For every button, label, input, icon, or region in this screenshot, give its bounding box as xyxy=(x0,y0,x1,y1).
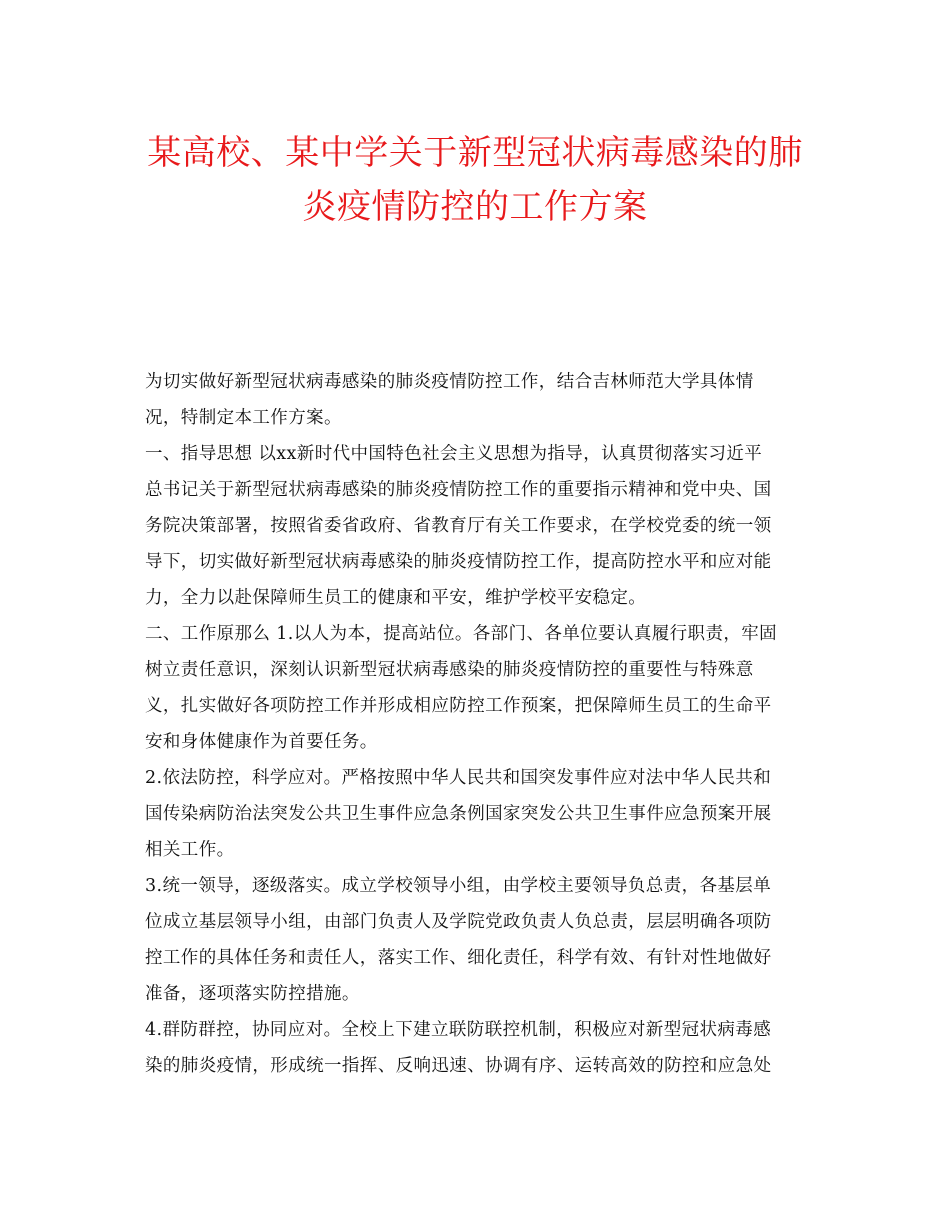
title-line-1: 某高校、某中学关于新型冠状病毒感染的肺 xyxy=(147,133,803,173)
body-line: 4.群防群控，协同应对。全校上下建立联防联控机制，积极应对新型冠状病毒感 xyxy=(145,1020,772,1040)
body-line: 染的肺炎疫情，形成统一指挥、反响迅速、协调有序、运转高效的防控和应急处 xyxy=(145,1056,772,1076)
body-line: 2.依法防控，科学应对。严格按照中华人民共和国突发事件应对法中华人民共和 xyxy=(145,768,772,788)
body-line: 树立责任意识，深刻认识新型冠状病毒感染的肺炎疫情防控的重要性与特殊意 xyxy=(145,660,754,680)
body-line: 控工作的具体任务和责任人，落实工作、细化责任，科学有效、有针对性地做好 xyxy=(145,948,772,968)
body-line: 况，特制定本工作方案。 xyxy=(145,408,342,428)
body-line: 二、工作原那么 1.以人为本，提高站位。各部门、各单位要认真履行职责，牢固 xyxy=(145,624,778,644)
body-line: 位成立基层领导小组，由部门负责人及学院党政负责人负总责，层层明确各项防 xyxy=(145,912,772,932)
body-line: 准备，逐项落实防控措施。 xyxy=(145,984,360,1004)
body-line: 国传染病防治法突发公共卫生事件应急条例国家突发公共卫生事件应急预案开展 xyxy=(145,804,772,824)
body-line: 为切实做好新型冠状病毒感染的肺炎疫情防控工作，结合吉林师范大学具体情 xyxy=(145,372,754,392)
document-title xyxy=(120,126,830,234)
body-line: 一、指导思想 以xx新时代中国特色社会主义思想为指导，认真贯彻落实习近平 xyxy=(145,444,763,464)
body-line: 导下，切实做好新型冠状病毒感染的肺炎疫情防控工作，提高防控水平和应对能 xyxy=(145,552,772,572)
body-line: 总书记关于新型冠状病毒感染的肺炎疫情防控工作的重要指示精神和党中央、国 xyxy=(145,480,772,500)
title-line-2: 炎疫情防控的工作方案 xyxy=(302,187,648,227)
body-line: 务院决策部署，按照省委省政府、省教育厅有关工作要求，在学校党委的统一领 xyxy=(145,516,772,536)
body-line: 安和身体健康作为首要任务。 xyxy=(145,732,378,752)
body-line: 力，全力以赴保障师生员工的健康和平安，维护学校平安稳定。 xyxy=(145,588,647,608)
body-line: 相关工作。 xyxy=(145,840,235,860)
body-line: 3.统一领导，逐级落实。成立学校领导小组，由学校主要领导负总责，各基层单 xyxy=(145,876,772,896)
document-body xyxy=(145,364,815,1084)
body-line: 义，扎实做好各项防控工作并形成相应防控工作预案，把保障师生员工的生命平 xyxy=(145,696,772,716)
